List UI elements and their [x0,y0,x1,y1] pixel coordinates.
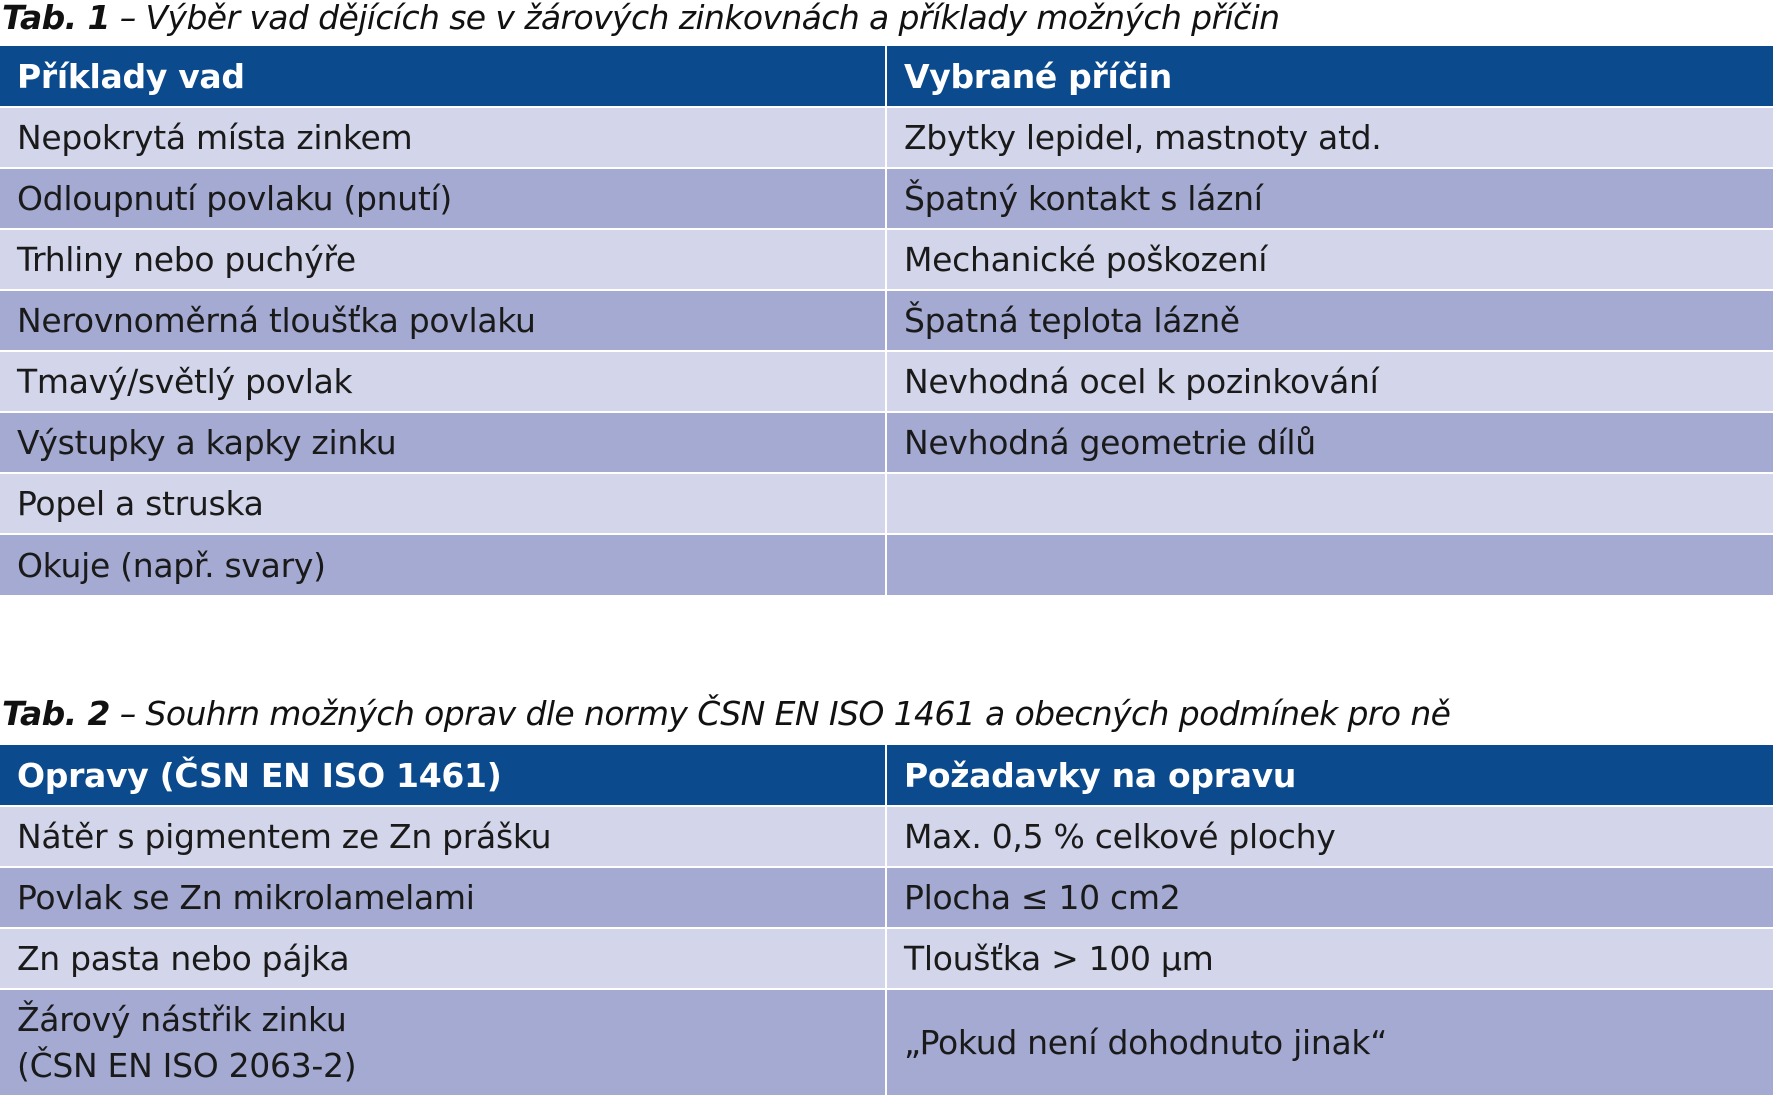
table-cell: Max. 0,5 % celkové plochy [886,806,1773,867]
table-cell: Povlak se Zn mikrolamelami [0,867,886,928]
table-cell: Výstupky a kapky zinku [0,412,886,473]
table-cell: Plocha ≤ 10 cm2 [886,867,1773,928]
table-cell-multiline [0,989,886,1095]
table-cell: Nevhodná geometrie dílů [886,412,1773,473]
table-row [0,806,1773,867]
table-row [0,534,1773,595]
table-cell: Nevhodná ocel k pozinkování [886,351,1773,412]
table-row [0,229,1773,290]
table-cell: Zn pasta nebo pájka [0,928,886,989]
table-row [0,168,1773,229]
table-cell: Nátěr s pigmentem ze Zn prášku [0,806,886,867]
table-cell: Tmavý/světlý povlak [0,351,886,412]
table-cell: Okuje (např. svary) [0,534,886,595]
table-cell: Popel a struska [0,473,886,534]
repairs-table [0,745,1773,1095]
table-row [0,107,1773,168]
table1-caption-text: – Výběr vad dějících se v žárových zinkovnách a příklady možných příčin [109,0,1280,37]
table-cell: Odloupnutí povlaku (pnutí) [0,168,886,229]
table-cell-empty [886,473,1773,534]
cell-line-2: (ČSN EN ISO 2063-2) [17,1045,357,1085]
table-header-row [0,745,1773,806]
table-cell: Nerovnoměrná tloušťka povlaku [0,290,886,351]
table-row [0,351,1773,412]
table-cell: Tloušťka > 100 µm [886,928,1773,989]
column-header-requirements: Požadavky na opravu [886,745,1773,806]
table-cell: Nepokrytá místa zinkem [0,107,886,168]
defects-table [0,46,1773,595]
table-cell: Mechanické poškození [886,229,1773,290]
table-row [0,473,1773,534]
table-cell-empty [886,534,1773,595]
table-row [0,867,1773,928]
table2-caption-label: Tab. 2 [2,694,110,733]
column-header-causes: Vybrané příčin [886,46,1773,107]
table-cell: Trhliny nebo puchýře [0,229,886,290]
table-row [0,928,1773,989]
table2-caption-text: – Souhrn možných oprav dle normy ČSN EN ISO 1461 a obecných podmínek pro ně [109,694,1451,733]
table-row [0,412,1773,473]
table2-caption [2,694,1450,733]
column-header-repairs: Opravy (ČSN EN ISO 1461) [0,745,886,806]
table-row [0,290,1773,351]
column-header-defects: Příklady vad [0,46,886,107]
table1-caption-label: Tab. 1 [2,0,110,37]
table-cell: „Pokud není dohodnuto jinak“ [886,989,1773,1095]
table-cell: Špatná teplota lázně [886,290,1773,351]
table-cell: Špatný kontakt s lázní [886,168,1773,229]
table1-caption [2,0,1279,37]
table-cell: Zbytky lepidel, mastnoty atd. [886,107,1773,168]
table-row [0,989,1773,1095]
table-header-row [0,46,1773,107]
cell-line-1: Žárový nástřik zinku [17,999,347,1039]
